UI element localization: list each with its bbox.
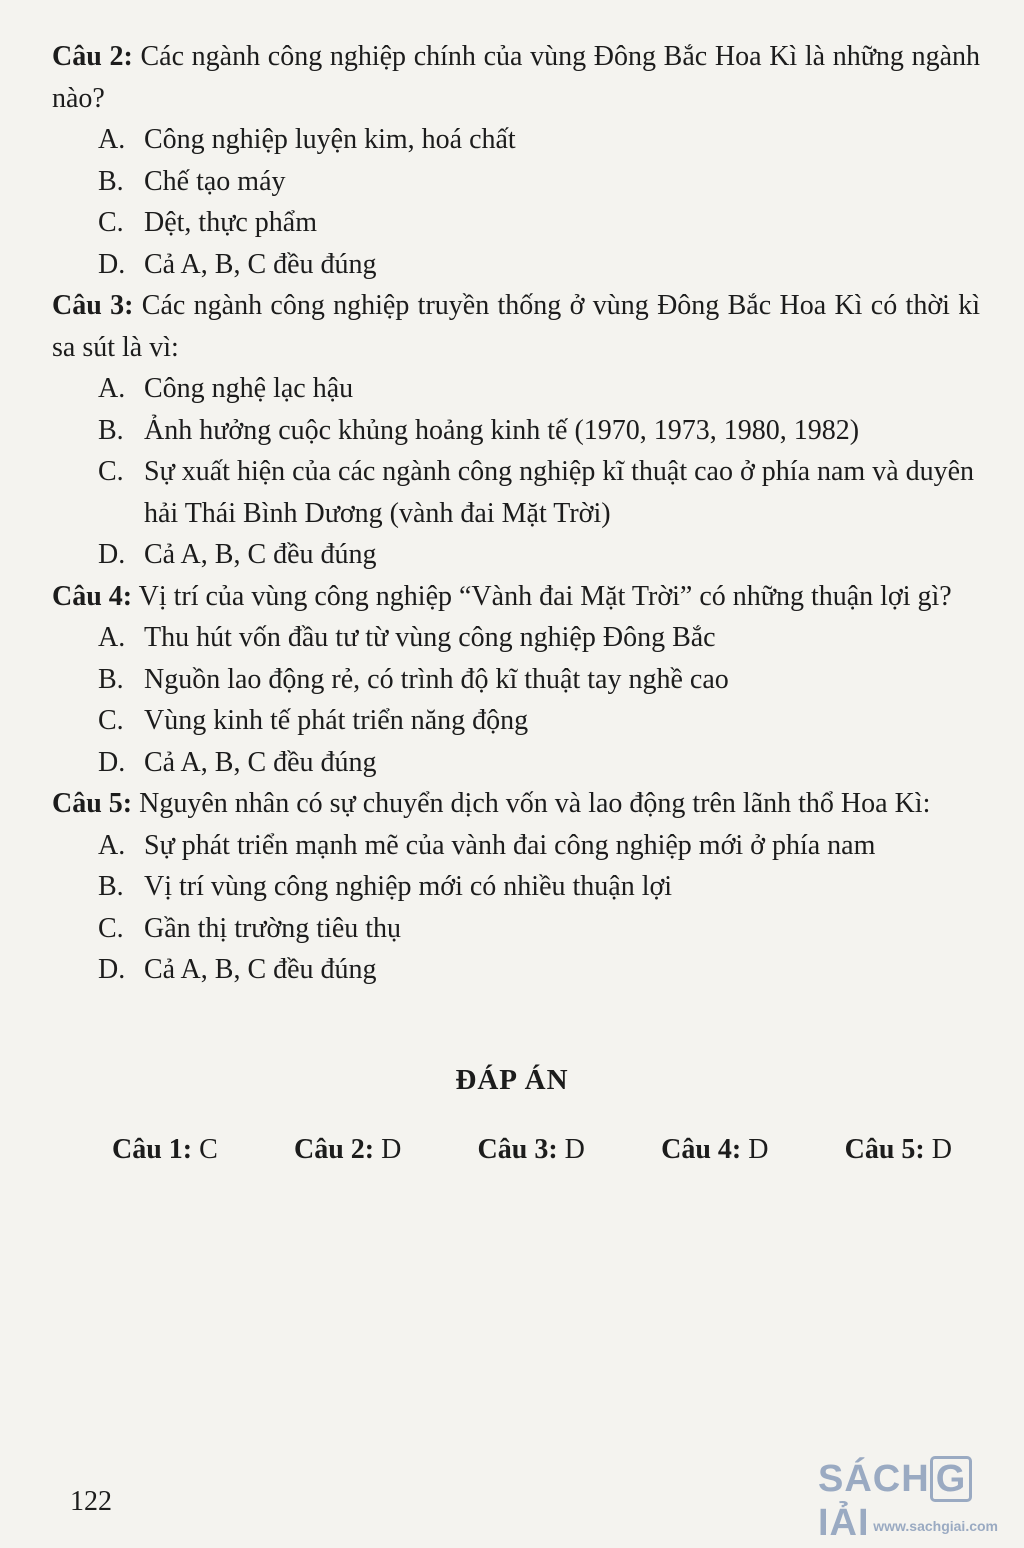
question-block [52, 576, 980, 784]
page-number: 122 [70, 1486, 112, 1517]
option-item [98, 534, 980, 576]
options-list [98, 368, 980, 576]
option-letter: B. [98, 663, 124, 695]
option-letter: B. [98, 871, 124, 902]
question-text [52, 576, 980, 618]
option-text: Công nghệ lạc hậu [144, 373, 354, 404]
answer-value: D [381, 1134, 402, 1165]
question-number: Câu 5: [52, 788, 133, 819]
watermark-logo-right: IẢI [818, 1502, 870, 1544]
answer-value: D [748, 1134, 769, 1165]
answer-item [294, 1134, 401, 1166]
option-item [98, 700, 980, 742]
option-item [98, 368, 980, 410]
option-item [98, 742, 980, 784]
answer-item [112, 1134, 218, 1166]
option-text: Cả A, B, C đều đúng [144, 746, 377, 778]
option-text: Cả A, B, C đều đúng [144, 954, 377, 985]
option-text: Gần thị trường tiêu thụ [144, 912, 402, 944]
answer-label: Câu 5: [844, 1134, 925, 1165]
option-letter: D. [98, 539, 126, 570]
answer-label: Câu 1: [112, 1134, 193, 1165]
answer-item [661, 1134, 768, 1166]
option-letter: A. [98, 622, 126, 653]
answer-item [845, 1134, 952, 1166]
option-item [98, 825, 980, 867]
option-item [98, 908, 980, 950]
question-body: Vị trí của vùng công nghiệp “Vành đai Mặt Trời” có những thuận lợi gì? [138, 580, 952, 612]
question-number: Câu 2: [52, 41, 133, 72]
option-text: Vị trí vùng công nghiệp mới có nhiều thuận lợi [144, 871, 673, 902]
option-text: Cả A, B, C đều đúng [144, 248, 377, 280]
question-number: Câu 3: [52, 290, 134, 321]
option-text: Thu hút vốn đầu tư từ vùng công nghiệp Đông Bắc [144, 622, 716, 653]
option-text: Dệt, thực phẩm [144, 207, 318, 238]
question-block [52, 36, 980, 285]
option-letter: B. [98, 414, 124, 446]
option-item [98, 659, 980, 701]
question-text [52, 285, 980, 368]
watermark-url: www.sachgiai.com [873, 1518, 998, 1534]
answer-label: Câu 3: [477, 1134, 558, 1165]
questions-list [52, 36, 980, 991]
option-item [98, 410, 980, 452]
option-text: Cả A, B, C đều đúng [144, 539, 377, 570]
option-letter: C. [98, 207, 124, 238]
question-body: Các ngành công nghiệp chính của vùng Đông Bắc Hoa Kì là những ngành nào? [52, 41, 981, 114]
option-text: Chế tạo máy [144, 165, 286, 197]
option-text: Sự xuất hiện của các ngành công nghiệp kĩ thuật cao ở phía nam và duyên hải Thái Bình Dương (vành đai Mặt Trời) [144, 456, 975, 529]
option-text: Vùng kinh tế phát triển năng động [144, 705, 529, 736]
watermark-logo-left: SÁCH [818, 1458, 930, 1500]
option-item [98, 451, 980, 534]
option-letter: D. [98, 954, 126, 985]
option-item [98, 202, 980, 244]
option-text: Sự phát triển mạnh mẽ của vành đai công nghiệp mới ở phía nam [144, 829, 876, 861]
option-item [98, 119, 980, 161]
watermark [818, 1456, 1018, 1542]
option-item [98, 949, 980, 991]
option-item [98, 244, 980, 286]
option-text: Công nghiệp luyện kim, hoá chất [144, 124, 516, 155]
answer-label: Câu 4: [661, 1134, 742, 1165]
option-text: Ảnh hưởng cuộc khủng hoảng kinh tế (1970, 1973, 1980, 1982) [144, 414, 860, 446]
question-body: Nguyên nhân có sự chuyển dịch vốn và lao động trên lãnh thổ Hoa Kì: [139, 788, 931, 819]
question-block [52, 783, 980, 991]
question-number: Câu 4: [52, 580, 133, 612]
answer-value: C [199, 1134, 218, 1165]
option-letter: D. [98, 248, 126, 280]
option-letter: C. [98, 705, 124, 736]
option-letter: A. [98, 373, 126, 404]
question-body: Các ngành công nghiệp truyền thống ở vùng Đông Bắc Hoa Kì có thời kì sa sút là vì: [52, 290, 981, 363]
answer-value: D [564, 1134, 585, 1165]
answer-label: Câu 2: [294, 1134, 375, 1165]
option-item [98, 617, 980, 659]
option-letter: D. [98, 746, 126, 778]
question-block [52, 285, 980, 576]
options-list [98, 617, 980, 783]
answer-key [112, 1134, 952, 1166]
answer-item [478, 1134, 585, 1166]
options-list [98, 119, 980, 285]
answers-heading: ĐÁP ÁN [455, 1064, 569, 1096]
option-letter: C. [98, 912, 124, 944]
answer-value: D [931, 1134, 952, 1165]
option-item [98, 161, 980, 203]
option-letter: A. [98, 124, 126, 155]
option-letter: B. [98, 165, 124, 197]
question-text [52, 783, 980, 825]
option-text: Nguồn lao động rẻ, có trình độ kĩ thuật tay nghề cao [144, 663, 729, 695]
options-list [98, 825, 980, 991]
watermark-logo-boxed: G [930, 1456, 973, 1502]
option-letter: A. [98, 829, 126, 861]
question-text [52, 36, 980, 119]
option-letter: C. [98, 456, 124, 487]
option-item [98, 866, 980, 908]
